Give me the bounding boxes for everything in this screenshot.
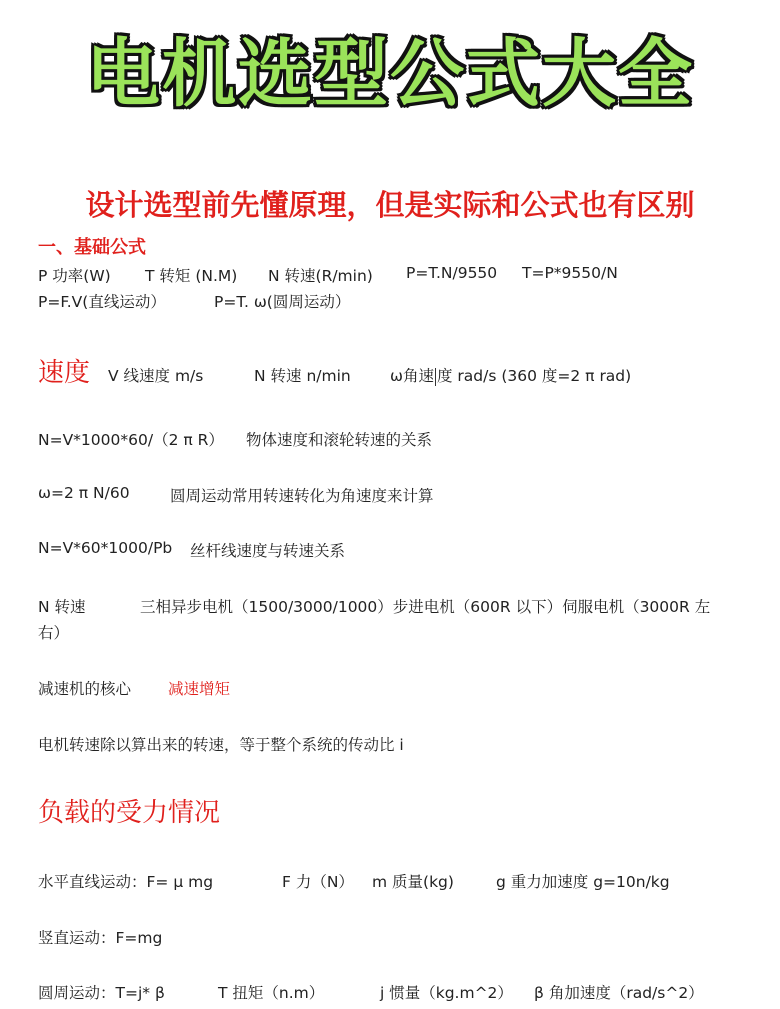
main-title: 电机选型公式大全 (86, 31, 694, 117)
vertical-motion-formula: 竖直运动：F=mg (38, 929, 163, 947)
angular-speed-label-part2: 度 rad/s (360 度=2 π rad) (436, 367, 632, 385)
angular-speed-desc: 圆周运动常用转速转化为角速度来计算 (170, 487, 434, 505)
power-label: P 功率(W) (38, 267, 111, 285)
reducer-core-label: 减速机的核心 (38, 680, 132, 698)
subtitle: 设计选型前先懂原理，但是实际和公式也有区别 (85, 188, 695, 222)
linear-power-formula: P=F.V(直线运动） (38, 293, 166, 311)
angular-speed-label-part1: ω角速 (390, 367, 434, 385)
torque-formula: T=P*9550/N (522, 264, 618, 282)
motor-speed-desc-line2: 右） (38, 624, 70, 642)
mass-label: m 质量(kg) (372, 873, 454, 891)
motor-speed-label: N 转速 (38, 598, 86, 616)
load-heading: 负载的受力情况 (38, 798, 221, 828)
linear-speed-label: V 线速度 m/s (108, 367, 204, 385)
speed-heading: 速度 (38, 358, 91, 388)
circular-motion-formula: 圆周运动：T=j* β (38, 984, 165, 1002)
section-basic-formulas-heading: 一、基础公式 (38, 237, 146, 258)
transmission-ratio-line: 电机转速除以算出来的转速，等于整个系统的传动比 i (38, 736, 404, 754)
circular-power-formula: P=T. ω(圆周运动） (214, 293, 351, 311)
gravity-label: g 重力加速度 g=10n/kg (496, 873, 670, 891)
speed-label: N 转速(R/min) (268, 267, 373, 285)
angular-speed-formula: ω=2 π N/60 (38, 484, 130, 502)
torque-label: T 转矩 (N.M) (145, 267, 238, 285)
inertia-label: j 惯量（kg.m^2） (380, 984, 513, 1002)
angular-speed-label (390, 364, 631, 386)
motor-speed-desc-line1: 三相异步电机（1500/3000/1000）步进电机（600R 以下）伺服电机（3000R 左 (140, 598, 711, 616)
reducer-core-value: 减速增矩 (168, 680, 231, 698)
roller-speed-desc: 物体速度和滚轮转速的关系 (246, 431, 433, 449)
rotational-speed-label: N 转速 n/min (254, 367, 351, 385)
screw-speed-formula: N=V*60*1000/Pb (38, 539, 173, 557)
text-cursor (435, 368, 436, 386)
roller-speed-formula: N=V*1000*60/（2 π R） (38, 431, 224, 449)
torque-unit-label: T 扭矩（n.m） (218, 984, 325, 1002)
screw-speed-desc: 丝杆线速度与转速关系 (190, 542, 346, 560)
angular-acceleration-label: β 角加速度（rad/s^2） (534, 984, 704, 1002)
power-formula: P=T.N/9550 (406, 264, 498, 282)
horizontal-motion-formula: 水平直线运动：F= μ mg (38, 873, 214, 891)
force-label: F 力（N） (282, 873, 354, 891)
